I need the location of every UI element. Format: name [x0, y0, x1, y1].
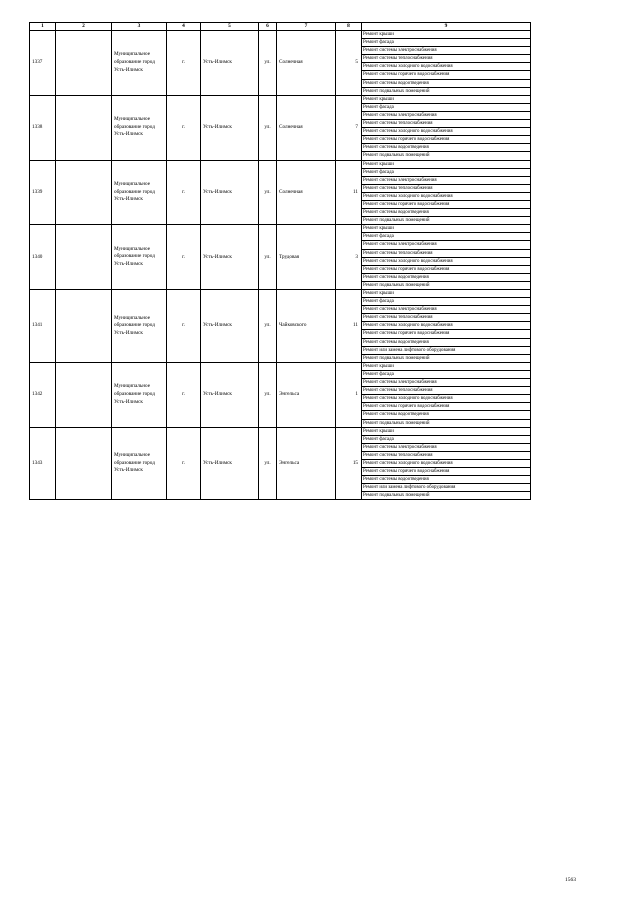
settlement-cell: Усть-Илимск [201, 427, 259, 500]
settlement-cell: Усть-Илимск [201, 362, 259, 427]
settlement-cell: Усть-Илимск [201, 225, 259, 290]
column-header-2: 2 [56, 23, 112, 31]
settlement-type-cell: г. [167, 160, 201, 225]
work-type-cell: Ремонт системы горячего водоснабжения [362, 71, 531, 79]
work-type-cell: Ремонт системы теплоснабжения [362, 314, 531, 322]
work-type-cell: Ремонт фасада [362, 233, 531, 241]
municipality-cell: Муниципальное образование город Усть-Илимск [112, 160, 167, 225]
work-type-cell: Ремонт фасада [362, 39, 531, 47]
street-type-cell: ул. [259, 31, 277, 96]
work-type-cell: Ремонт системы горячего водоснабжения [362, 468, 531, 476]
work-type-cell: Ремонт подвальных помещений [362, 419, 531, 427]
table-row [30, 95, 531, 103]
settlement-type-cell: г. [167, 31, 201, 96]
column-header-9: 9 [362, 23, 531, 31]
house-number-cell: 1 [336, 362, 362, 427]
work-type-cell: Ремонт системы электроснабжения [362, 111, 531, 119]
column-header-7: 7 [277, 23, 336, 31]
column-header-4: 4 [167, 23, 201, 31]
work-type-cell: Ремонт системы горячего водоснабжения [362, 265, 531, 273]
empty-cell [56, 225, 112, 290]
street-type-cell: ул. [259, 362, 277, 427]
street-cell: Чайковского [277, 290, 336, 363]
table-row [30, 160, 531, 168]
street-cell: Солнечная [277, 31, 336, 96]
column-header-6: 6 [259, 23, 277, 31]
work-type-cell: Ремонт системы водоотведения [362, 79, 531, 87]
work-type-cell: Ремонт системы теплоснабжения [362, 55, 531, 63]
work-type-cell: Ремонт системы холодного водоснабжения [362, 128, 531, 136]
work-type-cell: Ремонт системы электроснабжения [362, 443, 531, 451]
record-number-cell: 1342 [30, 362, 56, 427]
record-number-cell: 1341 [30, 290, 56, 363]
work-type-cell: Ремонт системы холодного водоснабжения [362, 63, 531, 71]
street-type-cell: ул. [259, 95, 277, 160]
work-type-cell: Ремонт системы электроснабжения [362, 47, 531, 55]
settlement-type-cell: г. [167, 427, 201, 500]
record-number-cell: 1340 [30, 225, 56, 290]
work-type-cell: Ремонт фасада [362, 103, 531, 111]
work-type-cell: Ремонт крыши [362, 225, 531, 233]
work-type-cell: Ремонт фасада [362, 298, 531, 306]
municipality-cell: Муниципальное образование город Усть-Илимск [112, 95, 167, 160]
record-number-cell: 1339 [30, 160, 56, 225]
work-type-cell: Ремонт крыши [362, 362, 531, 370]
empty-cell [56, 290, 112, 363]
work-type-cell: Ремонт системы теплоснабжения [362, 120, 531, 128]
street-type-cell: ул. [259, 225, 277, 290]
settlement-type-cell: г. [167, 225, 201, 290]
house-number-cell: 15 [336, 427, 362, 500]
table-row [30, 225, 531, 233]
work-type-cell: Ремонт системы водоотведения [362, 273, 531, 281]
street-type-cell: ул. [259, 160, 277, 225]
work-type-cell: Ремонт системы водоотведения [362, 209, 531, 217]
record-number-cell: 1343 [30, 427, 56, 500]
record-number-cell: 1337 [30, 31, 56, 96]
work-type-cell: Ремонт подвальных помещений [362, 152, 531, 160]
house-number-cell: 5 [336, 31, 362, 96]
work-type-cell: Ремонт системы электроснабжения [362, 176, 531, 184]
work-type-cell: Ремонт системы холодного водоснабжения [362, 257, 531, 265]
municipality-cell: Муниципальное образование город Усть-Илимск [112, 427, 167, 500]
settlement-cell: Усть-Илимск [201, 290, 259, 363]
work-type-cell: Ремонт системы горячего водоснабжения [362, 403, 531, 411]
work-type-cell: Ремонт подвальных помещений [362, 281, 531, 289]
work-type-cell: Ремонт или замена лифтового оборудования [362, 346, 531, 354]
capital-repair-table [29, 22, 531, 500]
street-cell: Солнечная [277, 160, 336, 225]
work-type-cell: Ремонт системы теплоснабжения [362, 387, 531, 395]
street-cell: Солнечная [277, 95, 336, 160]
house-number-cell: 11 [336, 160, 362, 225]
house-number-cell: 3 [336, 225, 362, 290]
work-type-cell: Ремонт системы горячего водоснабжения [362, 200, 531, 208]
work-type-cell: Ремонт системы горячего водоснабжения [362, 330, 531, 338]
empty-cell [56, 31, 112, 96]
table-row [30, 427, 531, 435]
work-type-cell: Ремонт системы холодного водоснабжения [362, 395, 531, 403]
work-type-cell: Ремонт системы горячего водоснабжения [362, 136, 531, 144]
work-type-cell: Ремонт крыши [362, 290, 531, 298]
work-type-cell: Ремонт крыши [362, 31, 531, 39]
settlement-cell: Усть-Илимск [201, 160, 259, 225]
work-type-cell: Ремонт крыши [362, 95, 531, 103]
empty-cell [56, 160, 112, 225]
work-type-cell: Ремонт системы холодного водоснабжения [362, 459, 531, 467]
settlement-type-cell: г. [167, 95, 201, 160]
work-type-cell: Ремонт системы водоотведения [362, 144, 531, 152]
table-row [30, 362, 531, 370]
empty-cell [56, 427, 112, 500]
table-body [30, 31, 531, 500]
work-type-cell: Ремонт системы водоотведения [362, 411, 531, 419]
street-type-cell: ул. [259, 427, 277, 500]
work-type-cell: Ремонт фасада [362, 168, 531, 176]
work-type-cell: Ремонт фасада [362, 370, 531, 378]
work-type-cell: Ремонт или замена лифтового оборудования [362, 484, 531, 492]
municipality-cell: Муниципальное образование город Усть-Илимск [112, 31, 167, 96]
house-number-cell: 7 [336, 95, 362, 160]
settlement-type-cell: г. [167, 362, 201, 427]
work-type-cell: Ремонт фасада [362, 435, 531, 443]
empty-cell [56, 362, 112, 427]
work-type-cell: Ремонт системы электроснабжения [362, 306, 531, 314]
street-cell: Энгельса [277, 362, 336, 427]
work-type-cell: Ремонт подвальных помещений [362, 354, 531, 362]
work-type-cell: Ремонт подвальных помещений [362, 217, 531, 225]
street-cell: Трудовая [277, 225, 336, 290]
work-type-cell: Ремонт подвальных помещений [362, 492, 531, 500]
street-type-cell: ул. [259, 290, 277, 363]
work-type-cell: Ремонт подвальных помещений [362, 87, 531, 95]
table-row [30, 290, 531, 298]
work-type-cell: Ремонт крыши [362, 427, 531, 435]
work-type-cell: Ремонт системы водоотведения [362, 338, 531, 346]
street-cell: Энгельса [277, 427, 336, 500]
column-header-8: 8 [336, 23, 362, 31]
municipality-cell: Муниципальное образование город Усть-Илимск [112, 225, 167, 290]
settlement-cell: Усть-Илимск [201, 95, 259, 160]
record-number-cell: 1338 [30, 95, 56, 160]
work-type-cell: Ремонт системы теплоснабжения [362, 249, 531, 257]
document-sheet [29, 22, 530, 500]
table-row [30, 31, 531, 39]
work-type-cell: Ремонт крыши [362, 160, 531, 168]
settlement-cell: Усть-Илимск [201, 31, 259, 96]
municipality-cell: Муниципальное образование город Усть-Илимск [112, 290, 167, 363]
header-row [30, 23, 531, 31]
work-type-cell: Ремонт системы холодного водоснабжения [362, 192, 531, 200]
column-header-5: 5 [201, 23, 259, 31]
work-type-cell: Ремонт системы водоотведения [362, 476, 531, 484]
column-header-3: 3 [112, 23, 167, 31]
work-type-cell: Ремонт системы теплоснабжения [362, 184, 531, 192]
column-header-1: 1 [30, 23, 56, 31]
work-type-cell: Ремонт системы холодного водоснабжения [362, 322, 531, 330]
work-type-cell: Ремонт системы электроснабжения [362, 379, 531, 387]
work-type-cell: Ремонт системы теплоснабжения [362, 451, 531, 459]
municipality-cell: Муниципальное образование город Усть-Илимск [112, 362, 167, 427]
house-number-cell: 11 [336, 290, 362, 363]
settlement-type-cell: г. [167, 290, 201, 363]
work-type-cell: Ремонт системы электроснабжения [362, 241, 531, 249]
page-number: 1563 [565, 877, 576, 883]
empty-cell [56, 95, 112, 160]
